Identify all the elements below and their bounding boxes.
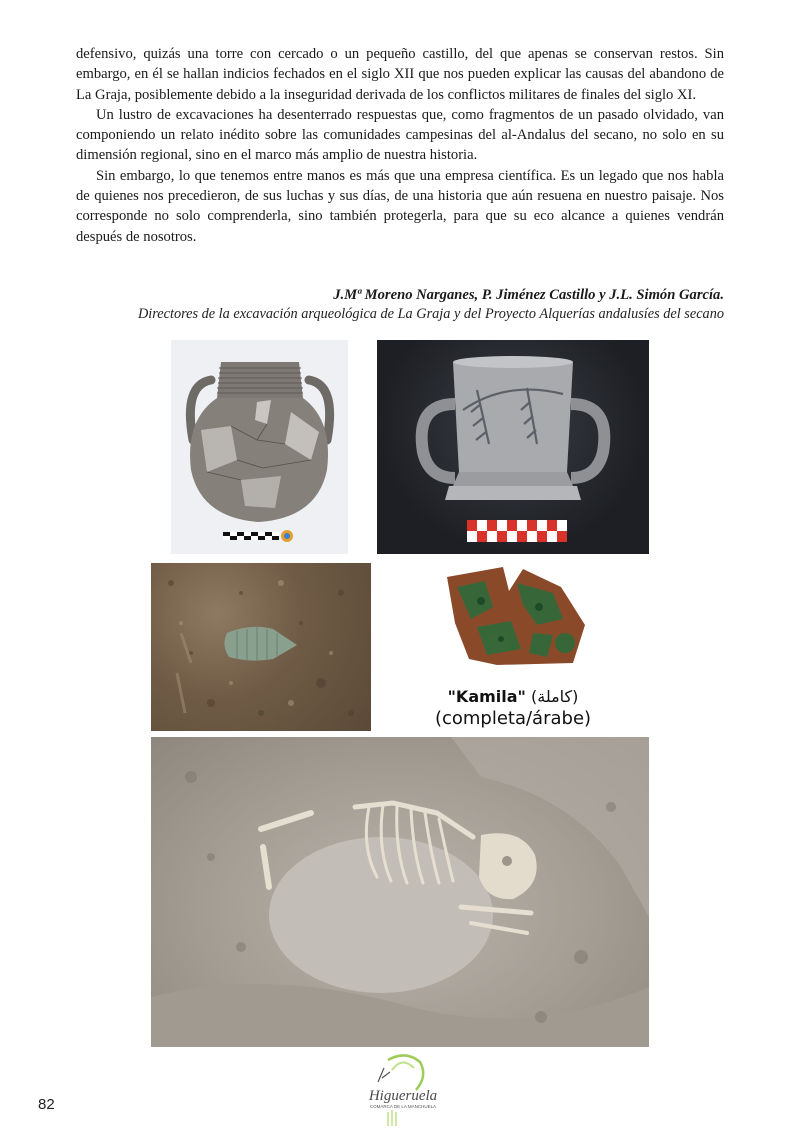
paragraph-2: Un lustro de excavaciones ha desenterrado respuestas que, como fragmentos de un pasado olvidado, van componiendo un relato inédito sobre las comunidades campesinas del al-Andalus del secano, no solo en su dimensión regional, sino en el marco más amplio de nuestra historia.: [76, 106, 724, 164]
sherd-caption-arabic: (كاملة): [530, 687, 579, 706]
footer-logo: [358, 1048, 448, 1128]
photo-excavation-soil: [151, 563, 371, 731]
sherd-caption-line-2: (completa/árabe): [434, 708, 592, 729]
higueruela-logo-icon: [358, 1048, 448, 1128]
article-body: [76, 44, 724, 247]
cup-illustration: [377, 340, 649, 554]
signature-role: Directores de la excavación arqueológica de La Graja y del Proyecto Alquerías andalusíes del secano: [137, 306, 724, 322]
photo-glazed-sherd: [377, 563, 649, 731]
photo-ceramic-jar: [171, 340, 348, 554]
photo-ceramic-cup: [377, 340, 649, 554]
skeleton-illustration: [151, 737, 649, 1047]
sherd-caption-line-1: [377, 687, 649, 706]
sherd-illustration: [377, 563, 649, 683]
logo-subtext: COMARCA DE LA MANCHUELA: [369, 1104, 437, 1109]
page-number: 82: [38, 1096, 55, 1113]
soil-illustration: [151, 563, 371, 731]
paragraph-1: defensivo, quizás una torre con cercado o un pequeño castillo, del que apenas se conservan restos. Sin embargo, en él se hallan indicios fechados en el siglo XII que nos pueden explicar las causas del abandono de La Graja, posiblemente debido a la inseguridad derivada de los conflictos militares de finales del siglo XI.: [76, 46, 724, 103]
cup-scale-bar: [467, 520, 567, 542]
sherd-caption-word: "Kamila": [447, 687, 526, 706]
jar-scale-bar: [223, 530, 293, 542]
signature-names: J.Mª Moreno Narganes, P. Jiménez Castillo y J.L. Simón García.: [333, 287, 724, 303]
photo-animal-skeleton: [151, 737, 649, 1047]
paragraph-3: Sin embargo, lo que tenemos entre manos es más que una empresa científica. Es un legado que nos habla de quienes nos precedieron, de sus luchas y sus días, de una historia que aún resuena en nuestro paisaje. Nos corresponde no solo comprenderla, sino también protegerla, para que su eco alcance a quienes vendrán después de nosotros.: [76, 167, 724, 245]
logo-text: Higueruela: [368, 1088, 438, 1104]
jar-illustration: [171, 340, 348, 554]
